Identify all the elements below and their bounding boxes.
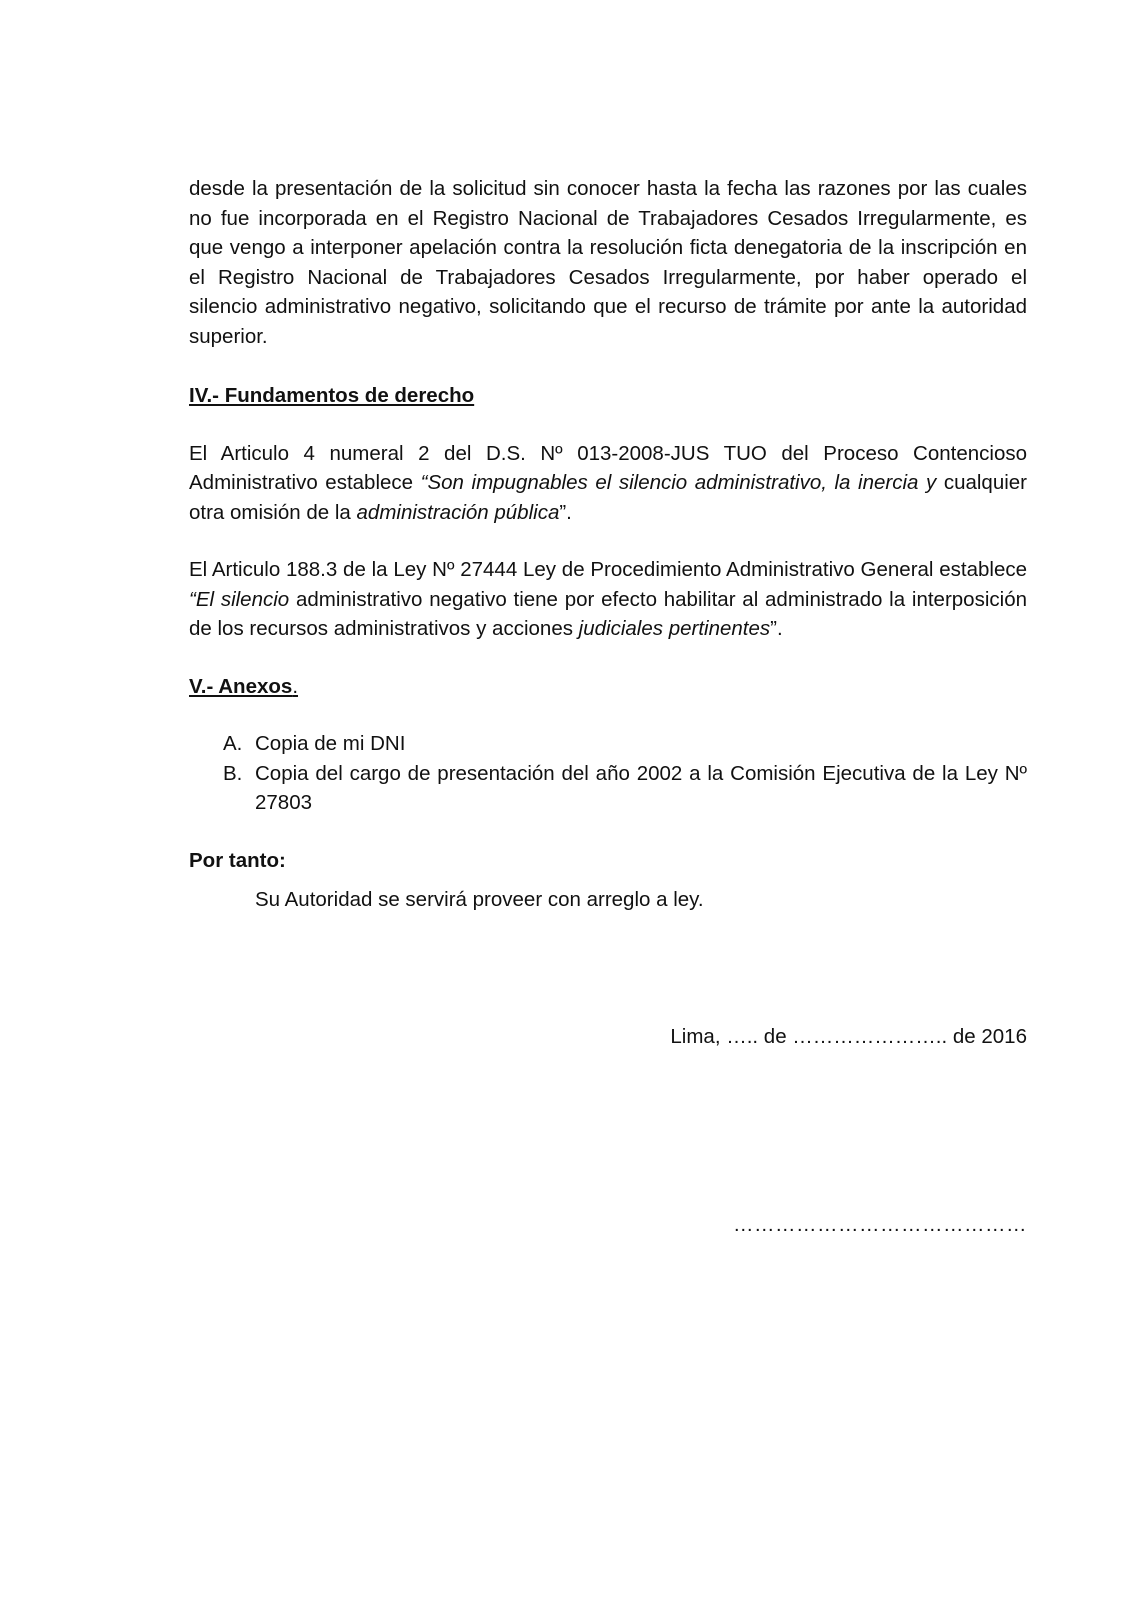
list-item-marker: B. (223, 761, 243, 785)
section-heading-anexos (189, 672, 1027, 702)
document-body (189, 174, 1027, 915)
paragraph-articulo-188 (189, 555, 1027, 644)
list-item-text: Copia del cargo de presentación del año 2002 a la Comisión Ejecutiva de la Ley Nº 27803 (255, 761, 1027, 814)
signature-line: …………………………………… (733, 1213, 1027, 1236)
articulo-4-close: ”. (559, 500, 572, 524)
articulo-188-mid: administrativo negativo tiene por efecto habilitar al administrado la interposición de los recursos administrativos y acciones (189, 587, 1027, 640)
articulo-188-close: ”. (770, 617, 783, 640)
articulo-188-quote-end: judiciales pertinentes (578, 617, 771, 640)
paragraph-articulo-4 (189, 439, 1027, 528)
list-item-text: Copia de mi DNI (255, 732, 406, 755)
list-item (223, 729, 1027, 759)
anexos-heading-text: V.- Anexos (189, 674, 293, 698)
anexos-list (223, 729, 1027, 818)
anexos-heading-tail: . (292, 674, 299, 698)
articulo-4-mid: cualquier otra omisión de la (189, 471, 1028, 524)
articulo-188-lead: El Articulo 188.3 de la Ley Nº 27444 Ley de Procedimiento Administrativo General establece (189, 558, 1027, 581)
section-heading-fundamentos: IV.- Fundamentos de derecho (189, 384, 475, 407)
intro-paragraph: desde la presentación de la solicitud sin conocer hasta la fecha las razones por las cuales no fue incorporada en el Registro Nacional de Trabajadores Cesados Irregularmente, es que vengo a interponer apelación contra la resolución ficta denegatoria de la inscripción en el Registro Nacional de Trabajadores Cesados Irregularmente, por haber operado el silencio administrativo negativo, solicitando que el recurso de trámite por ante la autoridad superior. (189, 177, 1027, 348)
articulo-4-lead: El Articulo 4 numeral 2 del D.S. Nº 013-2008-JUS TUO del Proceso Contencioso Administrativo establece (189, 441, 1027, 494)
list-item (223, 759, 1027, 818)
closing-text: Su Autoridad se servirá proveer con arreglo a ley. (255, 888, 704, 911)
date-line: Lima, ….. de ………………….. de 2016 (670, 1025, 1027, 1048)
list-item-marker: A. (223, 732, 243, 755)
closing-label: Por tanto: (189, 848, 286, 872)
articulo-4-quote-end: administración pública (356, 500, 560, 524)
articulo-4-quote: “Son impugnables el silencio administrativo, la inercia y (420, 471, 944, 494)
articulo-188-quote: “El silencio (189, 587, 290, 611)
